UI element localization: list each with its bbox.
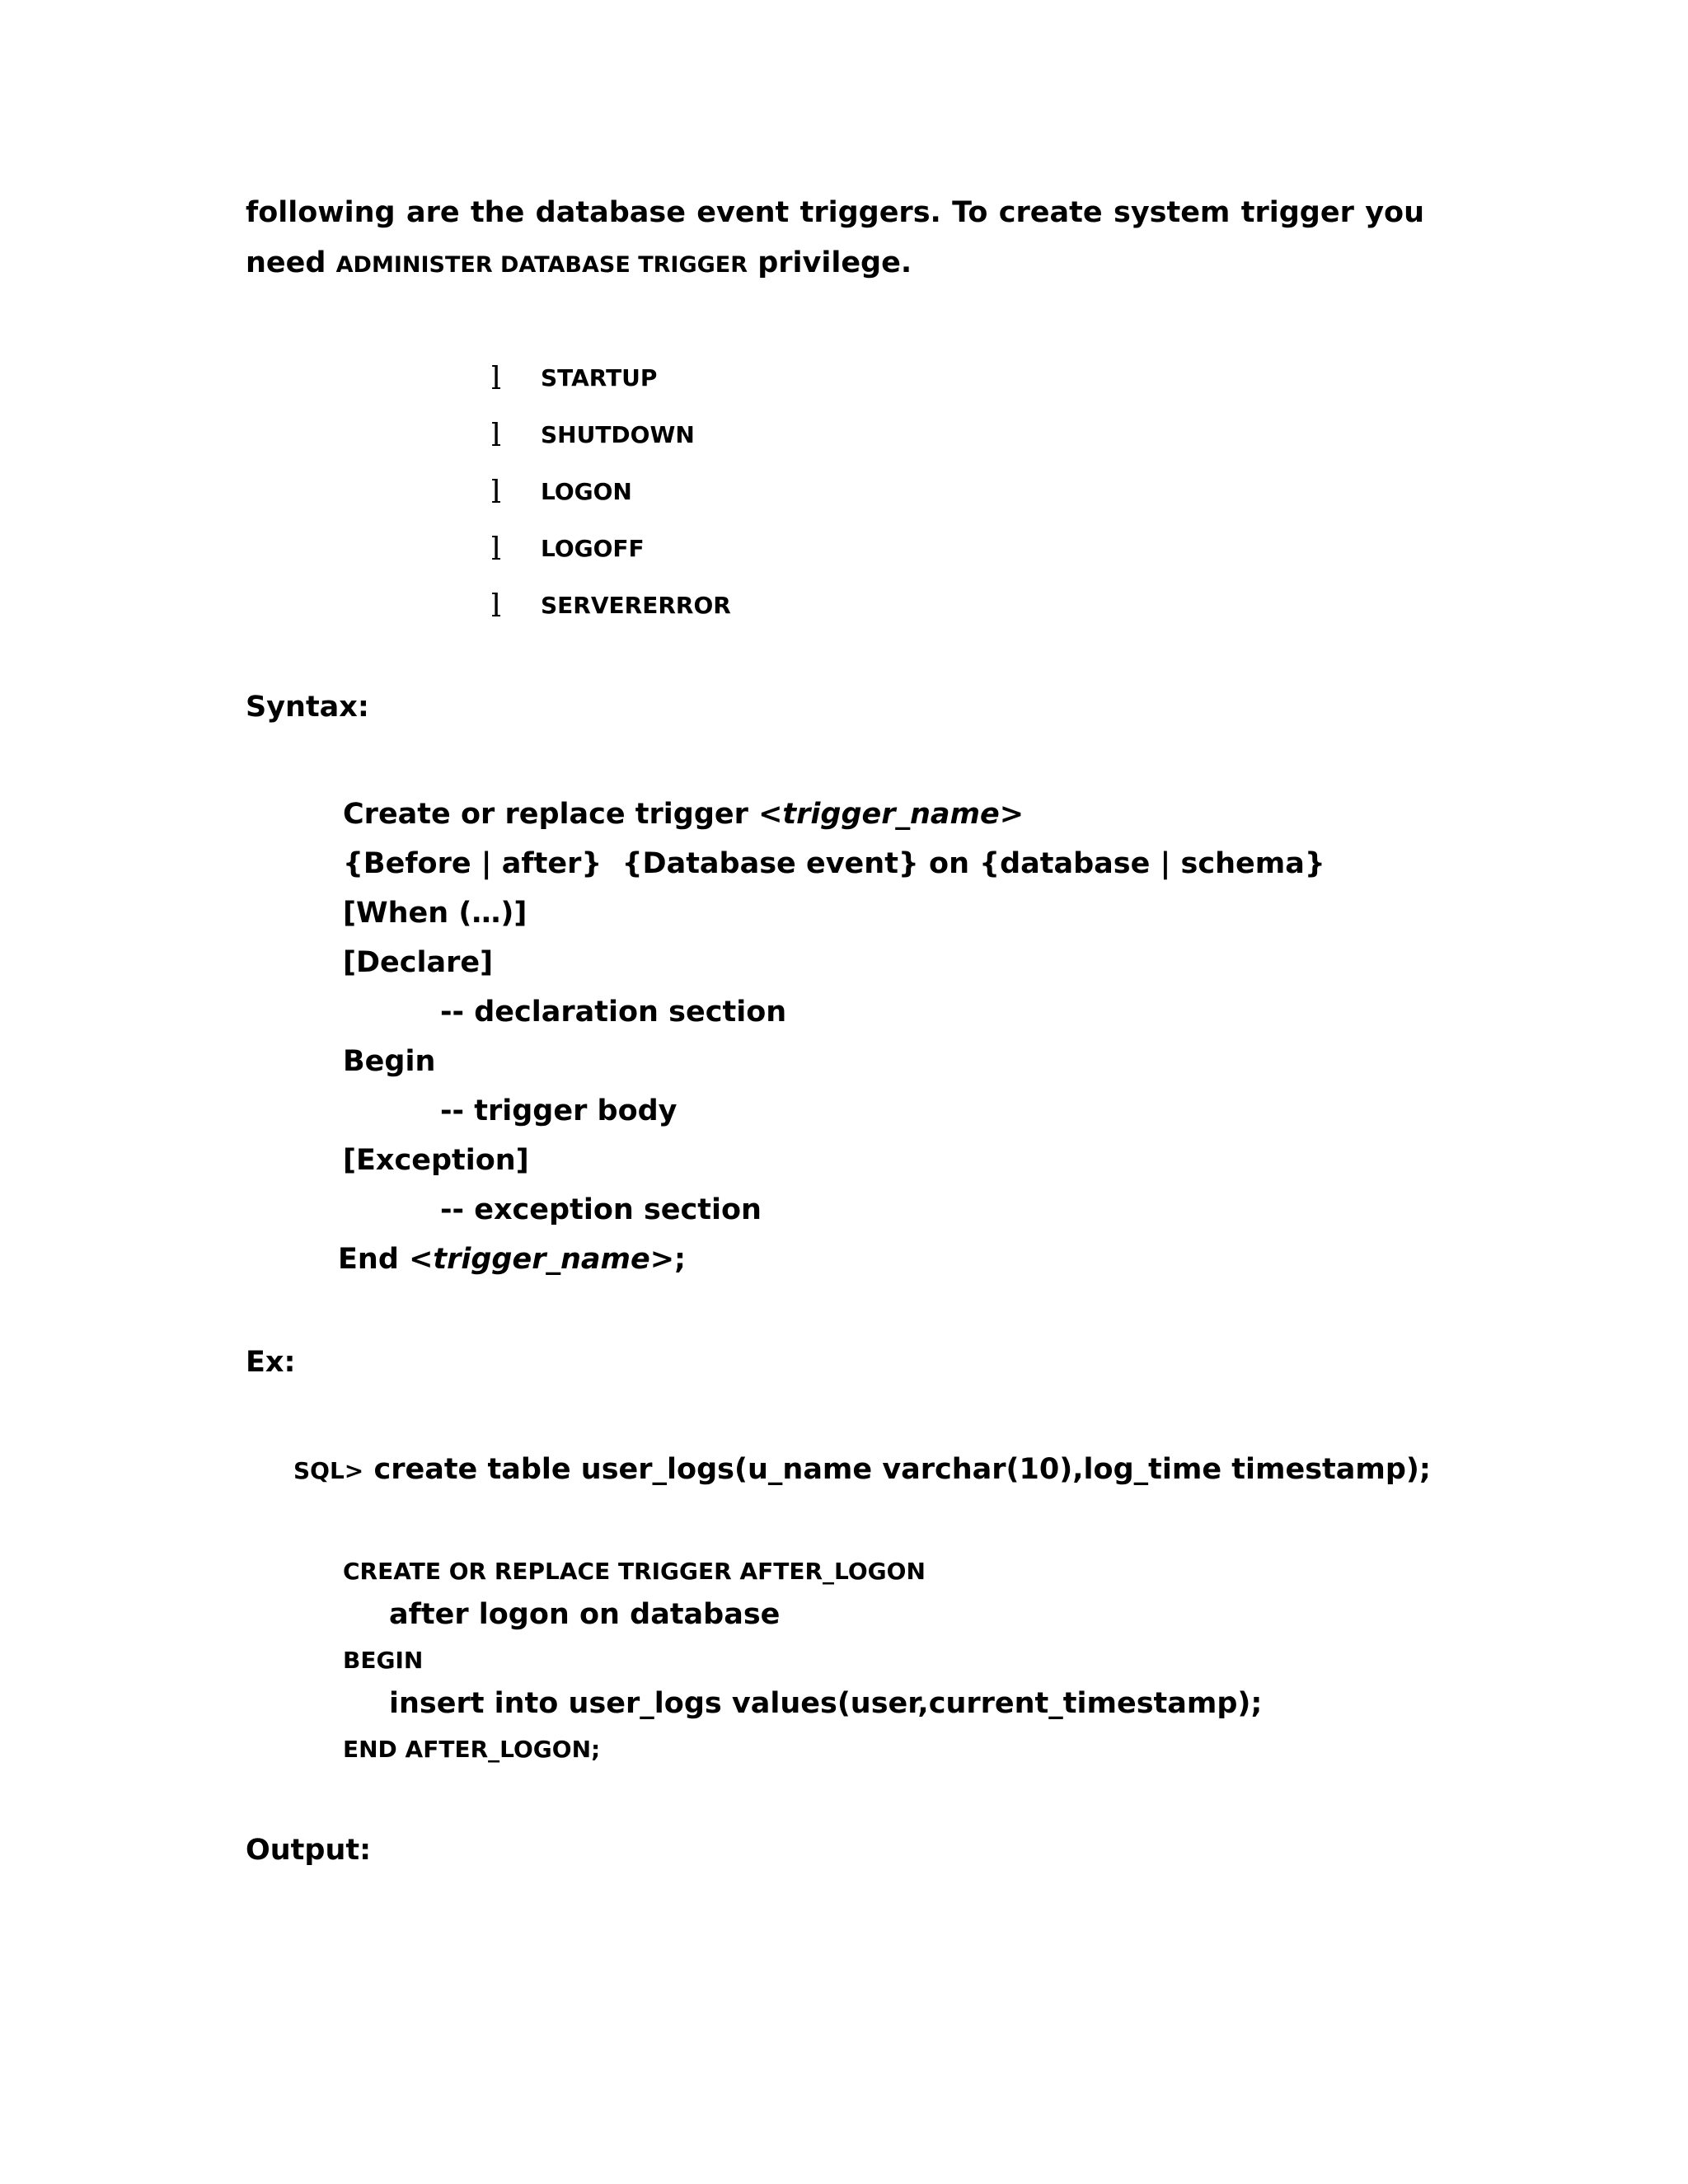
bullet-icon: l bbox=[491, 359, 502, 396]
event-label: STARTUP bbox=[541, 364, 658, 391]
syntax-line bbox=[343, 798, 1024, 831]
intro-text: following are the database event triggers. To create system trigger you need bbox=[246, 196, 1424, 279]
syntax-line: [Exception] bbox=[343, 1144, 529, 1177]
syntax-line: [When (…)] bbox=[343, 897, 528, 930]
trigger-code-line: insert into user_logs values(user,current_timestamp); bbox=[389, 1687, 1263, 1720]
syntax-line: {Before | after} {Database event} on {database | schema} bbox=[343, 847, 1325, 880]
syntax-line bbox=[338, 1243, 686, 1276]
list-item bbox=[491, 577, 731, 634]
trigger-name-placeholder: trigger_name bbox=[433, 1243, 650, 1276]
sql-statement bbox=[293, 1453, 1431, 1488]
trigger-name-placeholder: trigger_name bbox=[782, 798, 1000, 831]
syntax-line: Begin bbox=[343, 1045, 436, 1078]
output-heading: Output: bbox=[246, 1834, 372, 1867]
list-item bbox=[491, 349, 731, 406]
event-label: SERVERERROR bbox=[541, 592, 731, 619]
syntax-line: -- declaration section bbox=[440, 996, 787, 1029]
syntax-text: >; bbox=[649, 1243, 687, 1276]
intro-paragraph bbox=[246, 188, 1424, 290]
trigger-code-line: BEGIN bbox=[343, 1647, 424, 1674]
bullet-icon: l bbox=[491, 530, 502, 567]
sql-text: create table user_logs(u_name varchar(10),log_time timestamp); bbox=[363, 1453, 1431, 1486]
trigger-code-line: CREATE OR REPLACE TRIGGER AFTER_LOGON bbox=[343, 1558, 926, 1585]
event-label: LOGON bbox=[541, 478, 632, 505]
privilege-name: ADMINISTER DATABASE TRIGGER bbox=[335, 252, 748, 278]
list-item bbox=[491, 406, 731, 463]
event-list bbox=[491, 349, 731, 634]
syntax-line: -- exception section bbox=[440, 1193, 762, 1226]
list-item bbox=[491, 463, 731, 520]
bullet-icon: l bbox=[491, 587, 502, 624]
sql-prompt: SQL> bbox=[293, 1457, 364, 1484]
syntax-line: [Declare] bbox=[343, 946, 494, 979]
trigger-code-line: after logon on database bbox=[389, 1598, 781, 1631]
syntax-heading: Syntax: bbox=[246, 691, 369, 724]
intro-text-end: privilege. bbox=[748, 246, 912, 279]
bullet-icon: l bbox=[491, 416, 502, 453]
event-label: LOGOFF bbox=[541, 535, 645, 562]
syntax-text: > bbox=[999, 798, 1025, 831]
bullet-icon: l bbox=[491, 473, 502, 510]
syntax-text: End < bbox=[338, 1243, 434, 1276]
syntax-text: Create or replace trigger < bbox=[343, 798, 783, 831]
syntax-line: -- trigger body bbox=[440, 1094, 678, 1127]
list-item bbox=[491, 520, 731, 577]
example-heading: Ex: bbox=[246, 1346, 296, 1379]
event-label: SHUTDOWN bbox=[541, 421, 695, 448]
trigger-code-line: END AFTER_LOGON; bbox=[343, 1736, 601, 1763]
